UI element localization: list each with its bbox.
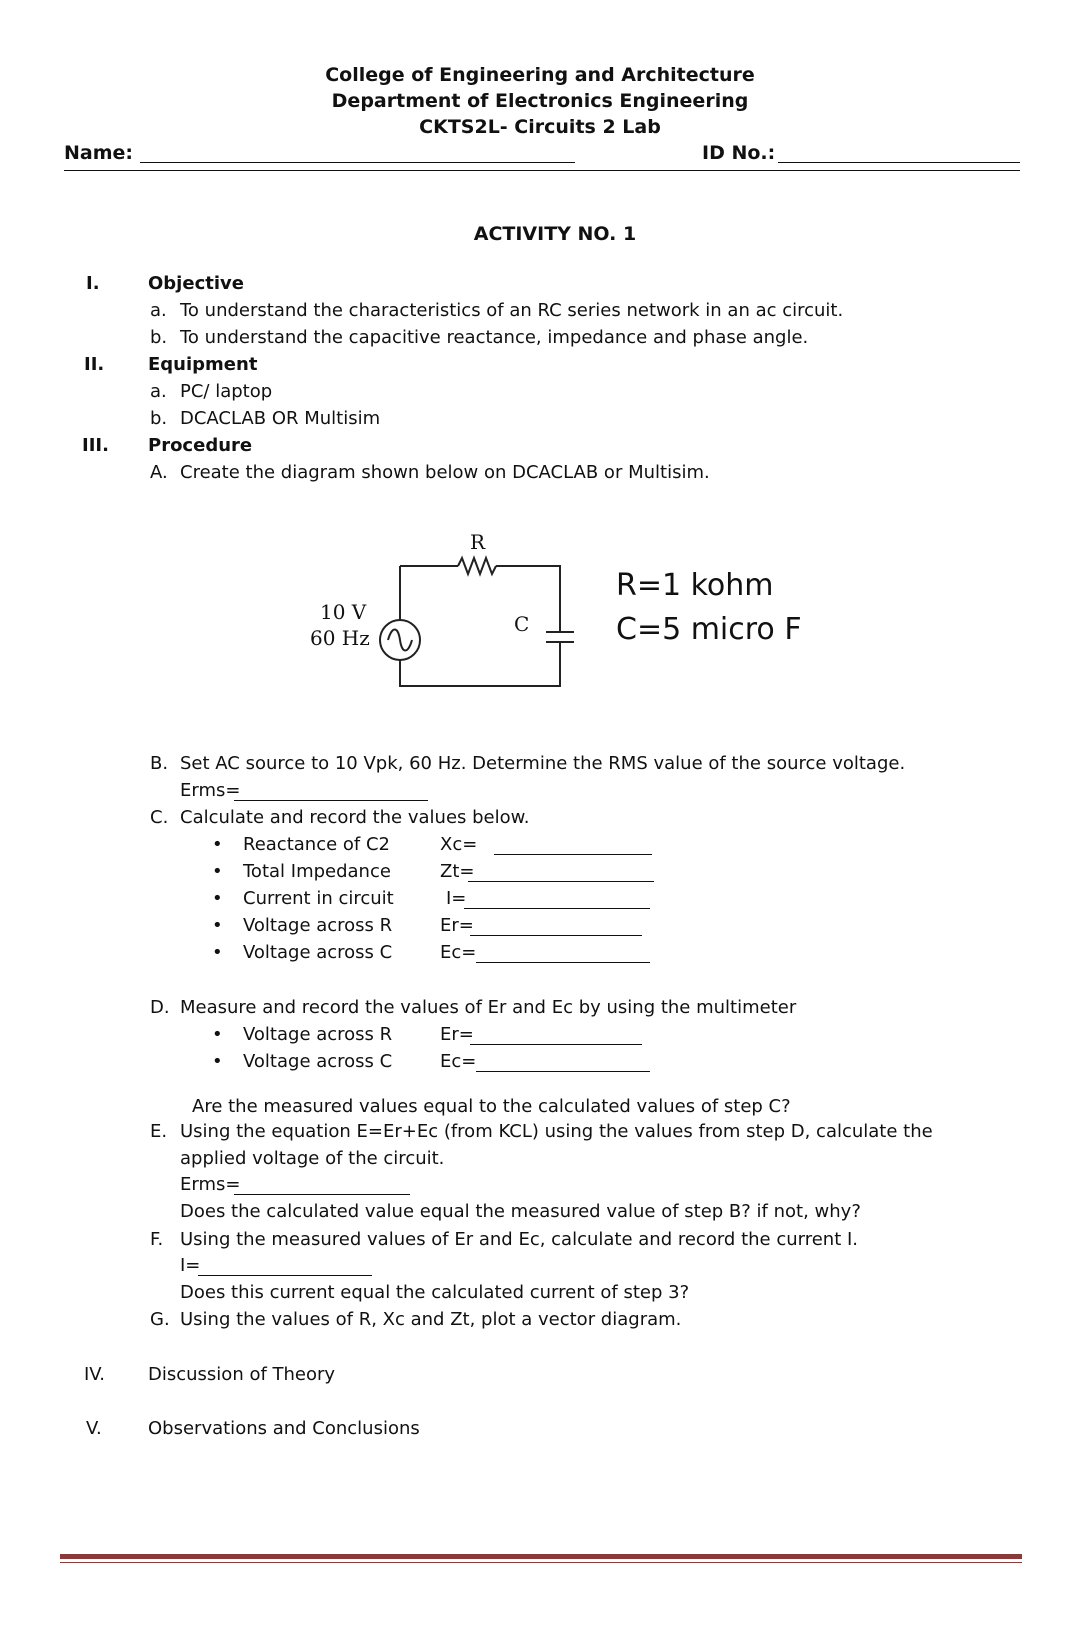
- left-wire-bottom: [400, 650, 560, 686]
- step-d-question: Are the measured values equal to the calculated values of step C?: [192, 1096, 791, 1117]
- objective-a-letter: a.: [150, 300, 167, 321]
- resistor-label: R: [470, 530, 486, 554]
- activity-title: ACTIVITY NO. 1: [473, 223, 637, 245]
- step-d-field-label: Er=: [440, 1024, 474, 1045]
- xc-field[interactable]: [494, 854, 652, 855]
- sine-wave-icon: [388, 630, 412, 651]
- step-a-letter: A.: [150, 462, 168, 483]
- step-e-letter: E.: [150, 1121, 168, 1142]
- step-b-erms-field[interactable]: [234, 800, 428, 801]
- course-title: CKTS2L- Circuits 2 Lab: [419, 116, 661, 138]
- section-num-equipment: II.: [84, 354, 105, 375]
- equipment-b-letter: b.: [150, 408, 168, 429]
- section-num-observations: V.: [86, 1418, 102, 1439]
- step-c-letter: C.: [150, 807, 169, 828]
- section-num-discussion: IV.: [84, 1364, 106, 1385]
- measured-ec-field[interactable]: [476, 1071, 650, 1072]
- step-c-row-label: Voltage across R: [243, 915, 393, 936]
- footer-rule: [60, 1554, 1022, 1559]
- bullet: •: [212, 834, 223, 855]
- step-e-erms-field[interactable]: [234, 1194, 410, 1195]
- name-field[interactable]: [140, 162, 575, 163]
- rc-circuit-diagram: [360, 528, 660, 708]
- step-d-row-label: Voltage across C: [243, 1051, 393, 1072]
- id-field[interactable]: [778, 162, 1020, 163]
- i-field[interactable]: [464, 908, 650, 909]
- step-c-row-label: Voltage across C: [243, 942, 393, 963]
- step-b-field-label: Erms=: [180, 780, 241, 801]
- step-e-line2: applied voltage of the circuit.: [180, 1148, 445, 1169]
- step-g-text: Using the values of R, Xc and Zt, plot a vector diagram.: [180, 1309, 682, 1330]
- section-title-discussion: Discussion of Theory: [148, 1364, 336, 1385]
- zt-field[interactable]: [468, 881, 654, 882]
- section-title-objective: Objective: [148, 273, 244, 294]
- measured-er-field[interactable]: [470, 1044, 642, 1045]
- step-g-letter: G.: [150, 1309, 170, 1330]
- step-f-letter: F.: [150, 1229, 164, 1250]
- step-f-question: Does this current equal the calculated current of step 3?: [180, 1282, 690, 1303]
- footer-rule-thin: [60, 1562, 1022, 1563]
- step-d-row-label: Voltage across R: [243, 1024, 393, 1045]
- bullet: •: [212, 942, 223, 963]
- r-value-label: R=1 kohm: [616, 568, 774, 603]
- department-title: Department of Electronics Engineering: [331, 90, 749, 112]
- bullet: •: [212, 1024, 223, 1045]
- section-num-objective: I.: [86, 273, 100, 294]
- resistor-zigzag: [458, 558, 496, 574]
- step-a-text: Create the diagram shown below on DCACLAB or Multisim.: [180, 462, 710, 483]
- bullet: •: [212, 1051, 223, 1072]
- objective-b-text: To understand the capacitive reactance, impedance and phase angle.: [180, 327, 809, 348]
- er-field[interactable]: [470, 935, 642, 936]
- bullet: •: [212, 861, 223, 882]
- step-e-line1: Using the equation E=Er+Ec (from KCL) using the values from step D, calculate the: [180, 1121, 933, 1142]
- step-c-text: Calculate and record the values below.: [180, 807, 530, 828]
- step-f-text: Using the measured values of Er and Ec, calculate and record the current I.: [180, 1229, 859, 1250]
- ec-field[interactable]: [476, 962, 650, 963]
- step-c-field-label: I=: [446, 888, 467, 909]
- equipment-a-letter: a.: [150, 381, 167, 402]
- id-label: ID No.:: [702, 142, 776, 164]
- step-c-field-label: Xc=: [440, 834, 478, 855]
- equipment-b-text: DCACLAB OR Multisim: [180, 408, 381, 429]
- c-value-label: C=5 micro F: [616, 612, 802, 647]
- step-c-field-label: Ec=: [440, 942, 477, 963]
- header-rule: [64, 170, 1020, 171]
- step-c-field-label: Zt=: [440, 861, 475, 882]
- section-num-procedure: III.: [82, 435, 109, 456]
- capacitor-label: C: [514, 612, 530, 636]
- section-title-observations: Observations and Conclusions: [148, 1418, 420, 1439]
- step-e-question: Does the calculated value equal the measured value of step B? if not, why?: [180, 1201, 861, 1222]
- step-d-field-label: Ec=: [440, 1051, 477, 1072]
- step-e-field-label: Erms=: [180, 1174, 241, 1195]
- objective-a-text: To understand the characteristics of an RC series network in an ac circuit.: [180, 300, 844, 321]
- step-c-field-label: Er=: [440, 915, 474, 936]
- step-d-letter: D.: [150, 997, 170, 1018]
- step-c-row-label: Total Impedance: [243, 861, 391, 882]
- step-f-current-field[interactable]: [198, 1275, 372, 1276]
- equipment-a-text: PC/ laptop: [180, 381, 273, 402]
- step-d-text: Measure and record the values of Er and Ec by using the multimeter: [180, 997, 797, 1018]
- step-b-text: Set AC source to 10 Vpk, 60 Hz. Determine the RMS value of the source voltage.: [180, 753, 906, 774]
- step-c-row-label: Current in circuit: [243, 888, 394, 909]
- objective-b-letter: b.: [150, 327, 168, 348]
- step-c-row-label: Reactance of C2: [243, 834, 390, 855]
- name-label: Name:: [64, 142, 134, 164]
- step-f-field-label: I=: [180, 1255, 201, 1276]
- section-title-procedure: Procedure: [148, 435, 253, 456]
- step-b-letter: B.: [150, 753, 169, 774]
- source-frequency-label: 60 Hz: [310, 626, 370, 650]
- college-title: College of Engineering and Architecture: [325, 64, 755, 86]
- section-title-equipment: Equipment: [148, 354, 258, 375]
- bullet: •: [212, 915, 223, 936]
- source-voltage-label: 10 V: [320, 600, 367, 624]
- bullet: •: [212, 888, 223, 909]
